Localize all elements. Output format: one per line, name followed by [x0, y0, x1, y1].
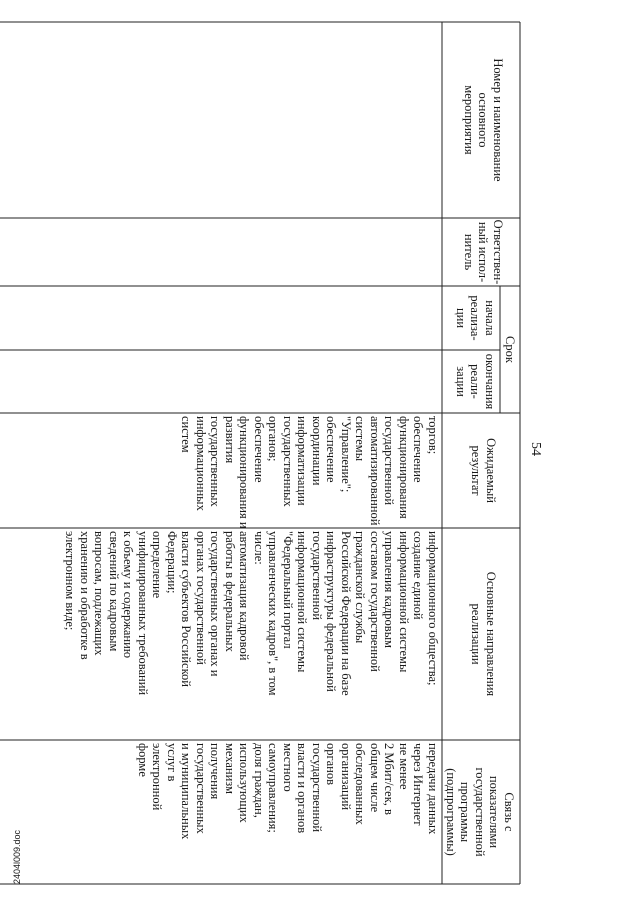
header-event: Номер и наименование основного мероприятия — [462, 58, 505, 182]
cell-result: торгов; обеспечение функционирования государственной автоматизированной системы "Управление"; обеспечение координации информатизации государственных органов; обеспечение функционирования и развития государственных информационных систем — [179, 416, 440, 529]
cell-link-col1: передачи данных через Интернет не менее 2 Мбит/сек, в общем числе обследованных организаций органов государственной власти и органов местного самоуправления; доля граждан, использующих механизм получения государственных и муниципальных услуг в электронной форме — [136, 743, 440, 840]
cell-directions: информационного общества; создание единой информационной системы управления кадровым составом государственной гражданской службы Российской Федерации на базе инфраструктуры федеральной государственной информационной системы "Федеральный портал управленческих кадров", в том числе: автоматизация кадровой работы в федеральных государственных органах и органах государственной власти субъектов Российской Федерации; определение унифицированных требований к объему и содержанию сведений по кадровым вопросам, подлежащих хранению и обработке в электронном виде; — [63, 531, 440, 696]
header-term-start: начала реализа- ции — [454, 295, 497, 341]
header-result: Ожидаемый результат — [469, 438, 498, 503]
header-link: Связь с показателями государственной программы (подпрограммы) — [444, 767, 516, 857]
header-executor: Ответствен- ный испол- нитель — [462, 219, 505, 285]
page-number: 54 — [528, 442, 543, 456]
header-directions: Основные направления реализации — [469, 571, 498, 697]
header-term-end: окончания реали- зации — [454, 353, 497, 410]
header-term: Срок — [503, 336, 517, 363]
footer-filename: 2404l009.doc — [12, 829, 22, 884]
